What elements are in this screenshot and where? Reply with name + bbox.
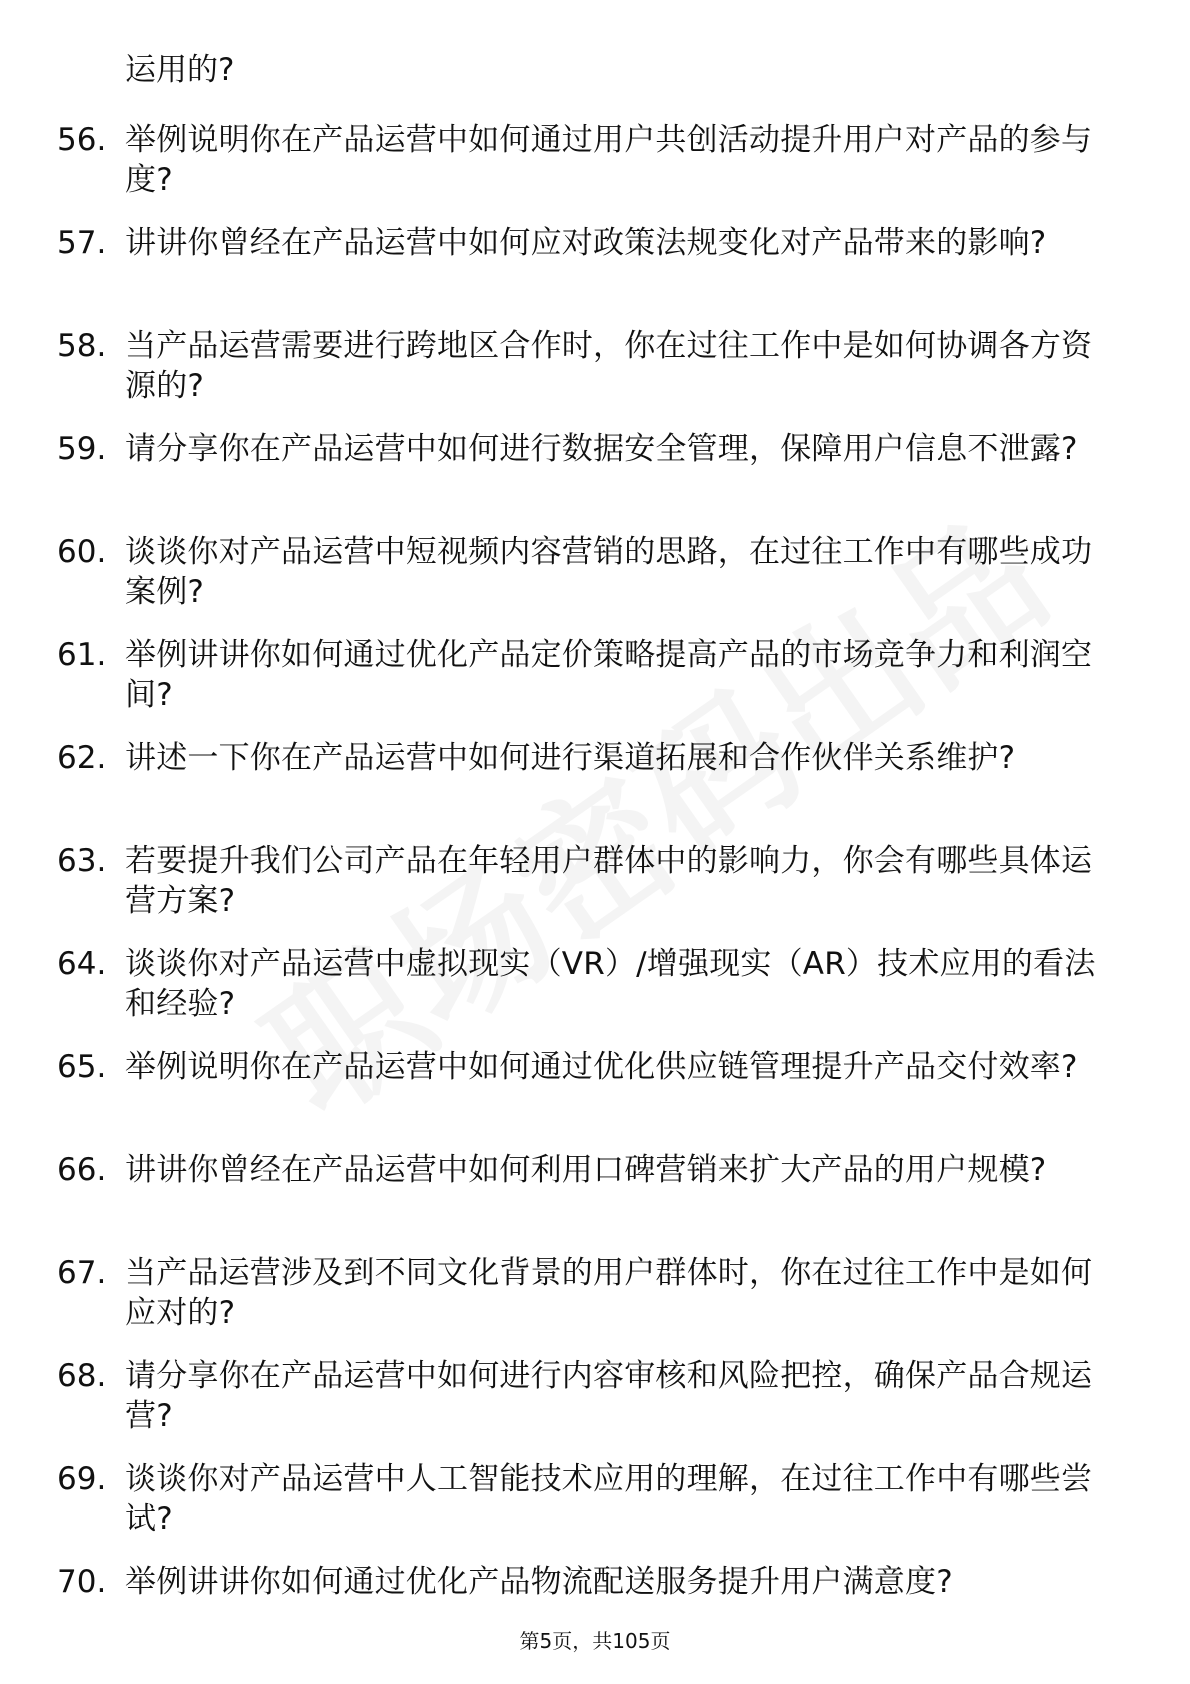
question-text: 举例讲讲你如何通过优化产品物流配送服务提升用户满意度? — [125, 1564, 953, 1600]
question-number: 66. — [57, 1152, 107, 1188]
question-number: 57. — [57, 225, 107, 261]
question-number: 60. — [57, 534, 107, 570]
question-item — [0, 1356, 1190, 1459]
continuation-text: 运用的? — [125, 52, 235, 88]
question-item — [0, 1459, 1190, 1562]
question-text: 若要提升我们公司产品在年轻用户群体中的影响力，你会有哪些具体运营方案? — [125, 843, 1093, 919]
question-item — [0, 429, 1190, 532]
question-number: 69. — [57, 1461, 107, 1497]
question-item — [0, 326, 1190, 429]
question-text: 请分享你在产品运营中如何进行内容审核和风险把控，确保产品合规运营? — [125, 1358, 1093, 1434]
question-item — [0, 1047, 1190, 1150]
question-number: 62. — [57, 740, 107, 776]
question-item — [0, 1150, 1190, 1253]
question-number: 64. — [57, 946, 107, 982]
question-item — [0, 1253, 1190, 1356]
question-text: 谈谈你对产品运营中人工智能技术应用的理解，在过往工作中有哪些尝试? — [125, 1461, 1093, 1537]
question-text: 讲述一下你在产品运营中如何进行渠道拓展和合作伙伴关系维护? — [125, 740, 1016, 776]
question-item — [0, 120, 1190, 223]
question-number: 63. — [57, 843, 107, 879]
question-text: 讲讲你曾经在产品运营中如何应对政策法规变化对产品带来的影响? — [125, 225, 1047, 261]
question-text: 谈谈你对产品运营中短视频内容营销的思路，在过往工作中有哪些成功案例? — [125, 534, 1093, 610]
question-item — [0, 944, 1190, 1047]
question-item — [0, 841, 1190, 944]
question-text: 请分享你在产品运营中如何进行数据安全管理，保障用户信息不泄露? — [125, 431, 1078, 467]
question-list — [0, 120, 1190, 1665]
question-number: 70. — [57, 1564, 107, 1600]
page-footer: 第5页，共105页 — [519, 1629, 671, 1653]
question-text: 讲讲你曾经在产品运营中如何利用口碑营销来扩大产品的用户规模? — [125, 1152, 1047, 1188]
question-text: 当产品运营涉及到不同文化背景的用户群体时，你在过往工作中是如何应对的? — [125, 1255, 1093, 1331]
question-text: 当产品运营需要进行跨地区合作时，你在过往工作中是如何协调各方资源的? — [125, 328, 1093, 404]
question-number: 68. — [57, 1358, 107, 1394]
question-item — [0, 223, 1190, 326]
question-item — [0, 532, 1190, 635]
question-text: 举例讲讲你如何通过优化产品定价策略提高产品的市场竞争力和利润空间? — [125, 637, 1093, 713]
question-text: 举例说明你在产品运营中如何通过用户共创活动提升用户对产品的参与度? — [125, 122, 1093, 198]
question-item — [0, 738, 1190, 841]
question-number: 67. — [57, 1255, 107, 1291]
question-number: 61. — [57, 637, 107, 673]
question-item — [0, 635, 1190, 738]
question-text: 举例说明你在产品运营中如何通过优化供应链管理提升产品交付效率? — [125, 1049, 1078, 1085]
question-number: 59. — [57, 431, 107, 467]
question-number: 58. — [57, 328, 107, 364]
question-number: 56. — [57, 122, 107, 158]
question-text: 谈谈你对产品运营中虚拟现实（VR）/增强现实（AR）技术应用的看法和经验? — [125, 946, 1096, 1022]
question-number: 65. — [57, 1049, 107, 1085]
